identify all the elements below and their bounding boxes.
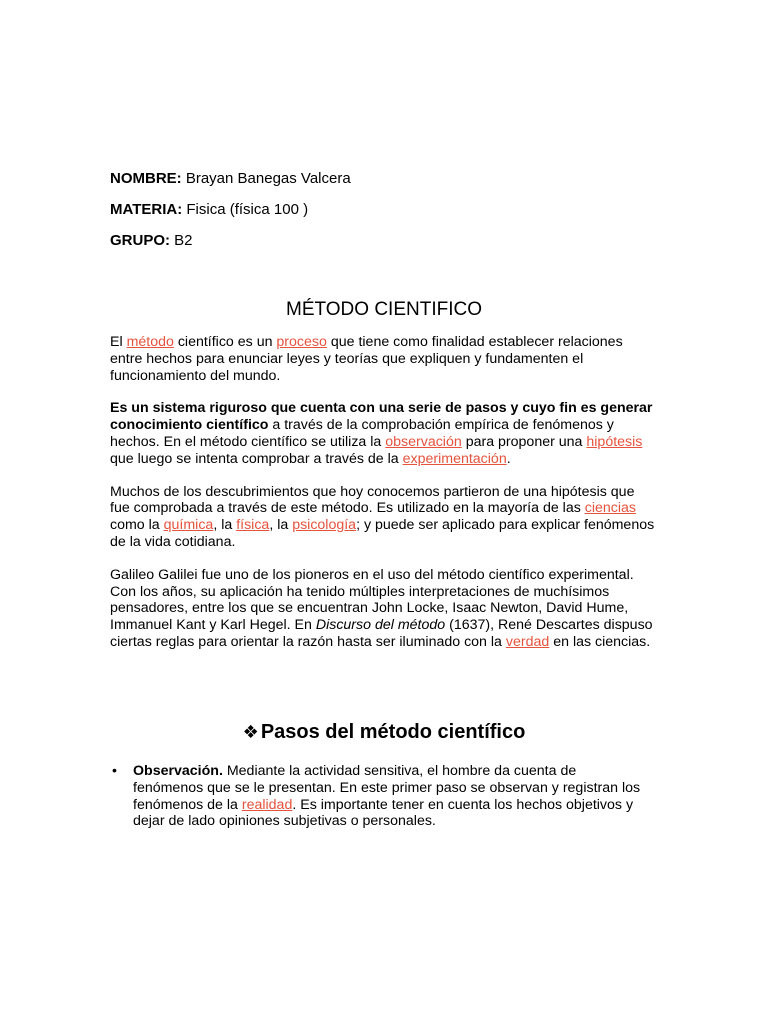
grupo-line xyxy=(110,232,351,252)
diamond-bullet-icon: ❖ xyxy=(242,722,259,742)
link-proceso[interactable]: proceso xyxy=(276,334,327,350)
link-realidad[interactable]: realidad xyxy=(241,796,293,813)
grupo-value: B2 xyxy=(174,232,193,249)
nombre-line xyxy=(110,170,351,190)
link-psicologia[interactable]: psicología xyxy=(292,517,357,534)
text-span: Galileo Galilei fue uno de los pioneros en el uso del método científico experimental. Con los años, su aplicación ha tenido múltiples interpretaciones de muchísimos pensadores, entre los que se encuentran John Locke, Isaac Newton, David Hume, Immanuel Kant y Karl Hegel. En xyxy=(110,566,634,634)
text-span: Muchos de los descubrimientos que hoy conocemos partieron de una hipótesis que fue comprobada a través de este método. Es utilizado en la mayoría de las xyxy=(110,483,635,517)
text-span: que tiene como finalidad establecer relaciones entre hechos para enunciar leyes y teorías que expliquen y fundamenten el funcionamiento del mundo. xyxy=(110,334,623,384)
link-metodo[interactable]: método xyxy=(126,334,174,350)
nombre-value: Brayan Banegas Valcera xyxy=(185,170,351,187)
text-span: en las ciencias. xyxy=(549,633,651,650)
student-info xyxy=(110,170,351,263)
materia-line xyxy=(110,201,351,221)
section-heading xyxy=(0,721,768,744)
link-experimentacion[interactable]: experimentación xyxy=(402,450,507,467)
text-span: El xyxy=(110,334,127,350)
text-span: como la xyxy=(110,517,164,534)
text-span: a través de la comprobación empírica de fenómenos y hechos. En el método científico se utiliza la xyxy=(110,417,614,450)
text-span: para proponer una xyxy=(461,433,587,450)
materia-value: Fisica (física 100 ) xyxy=(186,201,309,218)
document-title: MÉTODO CIENTIFICO xyxy=(286,299,482,320)
text-span: Mediante la actividad sensitiva, el hombre da cuenta de fenómenos que se le presentan. En este primer paso se observan y registran los fenómenos de la xyxy=(133,763,641,813)
text-span: (1637), René Descartes dispuso ciertas reglas para orientar la razón hasta ser iluminado con la xyxy=(110,617,653,650)
link-hipotesis[interactable]: hipótesis xyxy=(586,433,643,450)
link-verdad[interactable]: verdad xyxy=(505,633,550,650)
text-span: , la xyxy=(213,517,237,534)
paragraph-history xyxy=(110,567,658,651)
section-heading-text: Pasos del método científico xyxy=(260,721,526,743)
paragraph-system xyxy=(110,400,658,467)
paragraph-definition xyxy=(110,334,658,384)
link-quimica[interactable]: química xyxy=(163,517,214,534)
steps-list xyxy=(110,763,650,830)
materia-label: MATERIA: xyxy=(110,201,183,218)
text-span: científico es un xyxy=(173,334,277,350)
link-ciencias[interactable]: ciencias xyxy=(584,500,637,517)
grupo-label: GRUPO: xyxy=(110,232,170,249)
link-fisica[interactable]: física xyxy=(236,517,270,534)
nombre-label: NOMBRE: xyxy=(110,170,182,187)
text-span: . Es importante tener en cuenta los hechos objetivos y dejar de lado opiniones subjetivas o personales. xyxy=(133,796,634,830)
bold-span: Es un sistema riguroso que cuenta con una serie de pasos y cuyo fin es generar conocimiento científico xyxy=(110,400,653,434)
link-observacion[interactable]: observación xyxy=(385,433,462,450)
step-title: Observación. xyxy=(133,763,223,779)
text-span: ; y puede ser aplicado para explicar fenómenos de la vida cotidiana. xyxy=(110,517,655,550)
list-item xyxy=(110,763,650,830)
book-title: Discurso del método xyxy=(315,617,446,634)
document-body xyxy=(110,334,658,667)
bullet-icon: • xyxy=(112,763,117,779)
paragraph-discoveries xyxy=(110,484,658,551)
text-span: , la xyxy=(269,517,293,534)
text-span: . xyxy=(506,450,511,467)
text-span: que luego se intenta comprobar a través de la xyxy=(110,450,403,467)
